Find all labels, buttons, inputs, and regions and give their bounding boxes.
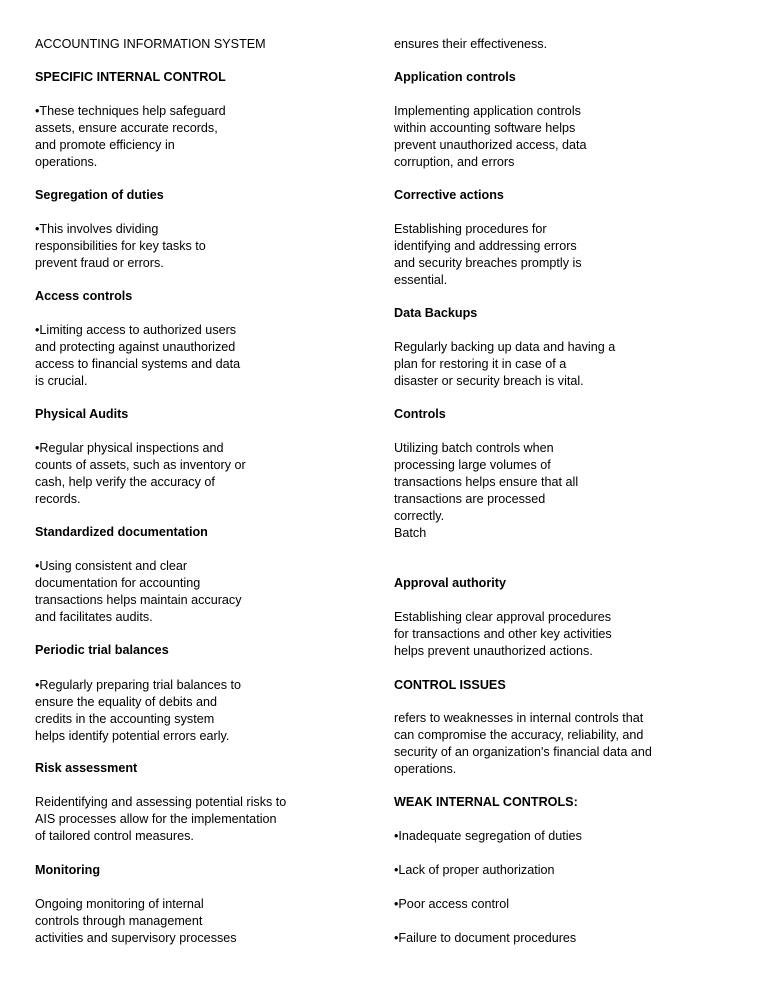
monitoring-heading: Monitoring <box>35 863 101 877</box>
application-controls-heading: Application controls <box>394 70 516 84</box>
weak-controls-heading: WEAK INTERNAL CONTROLS: <box>394 795 578 809</box>
documentation-heading: Standardized documentation <box>35 525 208 539</box>
application-controls-text: Implementing application controls within accounting software helps prevent unauthorized access, data corruption, and errors <box>394 104 587 169</box>
data-backups-heading: Data Backups <box>394 306 478 320</box>
monitoring-text: Ongoing monitoring of internal controls through management activities and supervisory processes <box>35 897 237 945</box>
approval-authority-heading: Approval authority <box>394 576 506 590</box>
access-controls-heading: Access controls <box>35 289 133 303</box>
control-issues-text: refers to weaknesses in internal controls that can compromise the accuracy, reliability, and security of an organization's financial data and operations. <box>394 711 652 776</box>
documentation-text: •Using consistent and clear documentation for accounting transactions helps maintain accuracy and facilitates audits. <box>35 559 242 624</box>
corrective-actions-heading: Corrective actions <box>394 188 504 202</box>
trial-balances-text: •Regularly preparing trial balances to ensure the equality of debits and credits in the accounting system helps identify potential errors early. <box>35 678 242 743</box>
segregation-heading: Segregation of duties <box>35 188 164 202</box>
data-backups-text: Regularly backing up data and having a plan for restoring it in case of a disaster or security breach is vital. <box>394 340 616 388</box>
corrective-actions-text: Establishing procedures for identifying and addressing errors and security breaches promptly is essential. <box>394 222 582 287</box>
specific-control-heading: SPECIFIC INTERNAL CONTROL <box>35 70 226 84</box>
controls-heading: Controls <box>394 407 446 421</box>
approval-authority-text: Establishing clear approval procedures for transactions and other key activities helps prevent unauthorized actions. <box>394 610 612 658</box>
physical-audits-text: •Regular physical inspections and counts of assets, such as inventory or cash, help verify the accuracy of records. <box>35 441 246 506</box>
risk-assessment-heading: Risk assessment <box>35 761 138 775</box>
physical-audits-heading: Physical Audits <box>35 407 129 421</box>
weak-control-item: •Inadequate segregation of duties <box>394 829 582 843</box>
access-controls-text: •Limiting access to authorized users and protecting against unauthorized access to financial systems and data is crucial. <box>35 323 241 388</box>
weak-control-item: •Poor access control <box>394 897 510 911</box>
specific-control-text: •These techniques help safeguard assets, ensure accurate records, and promote efficiency in operations. <box>35 104 226 169</box>
continued-text: ensures their effectiveness. <box>394 37 548 51</box>
control-issues-heading: CONTROL ISSUES <box>394 678 506 692</box>
controls-text: Utilizing batch controls when processing large volumes of transactions helps ensure that all transactions are processed correctly. Batch <box>394 441 579 540</box>
document-title: ACCOUNTING INFORMATION SYSTEM <box>35 37 266 51</box>
weak-control-item: •Lack of proper authorization <box>394 863 555 877</box>
trial-balances-heading: Periodic trial balances <box>35 643 169 657</box>
risk-assessment-text: Reidentifying and assessing potential risks to AIS processes allow for the implementation of tailored control measures. <box>35 795 287 843</box>
segregation-text: •This involves dividing responsibilities for key tasks to prevent fraud or errors. <box>35 222 206 270</box>
weak-control-item: •Failure to document procedures <box>394 931 577 945</box>
